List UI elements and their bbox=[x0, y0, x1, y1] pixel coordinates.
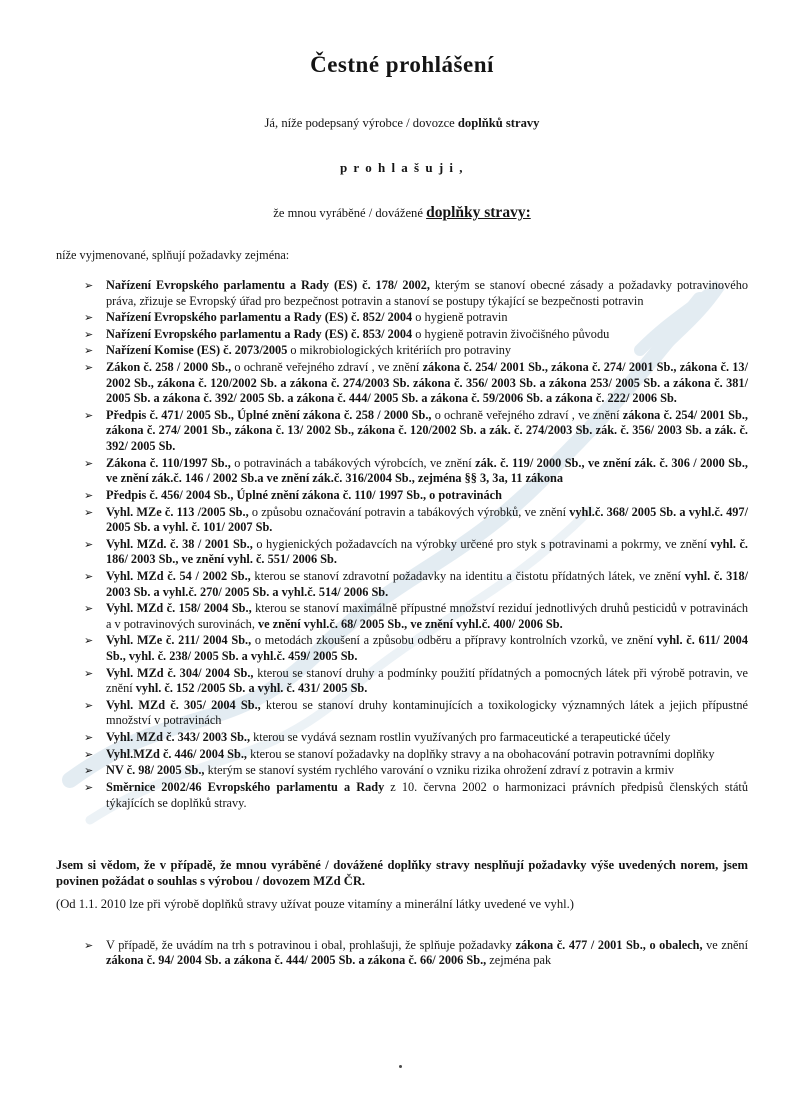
list-item bbox=[56, 505, 748, 536]
list-item bbox=[56, 780, 748, 811]
arrow-bullet-icon: ➢ bbox=[84, 731, 94, 745]
list-item-text: Vyhl. MZe č. 113 /2005 Sb., o způsobu označování potravin a tabákových výrobků, ve znění vyhl.č. 368/ 2005 Sb. a vyhl.č. 497/ 2005 Sb. a vyhl. č. 101/ 2007 Sb. bbox=[106, 504, 748, 535]
document-content bbox=[0, 52, 800, 969]
list-item-text: V případě, že uvádím na trh s potravinou i obal, prohlašuji, že splňuje požadavky zákona č. 477 / 2001 Sb., o obalech, ve znění zákona č. 94/ 2004 Sb. a zákona č. 444/ 2005 Sb. a zákona č. 66/ 2006 Sb., zejména pak bbox=[106, 937, 748, 968]
list-item bbox=[56, 569, 748, 600]
arrow-bullet-icon: ➢ bbox=[84, 311, 94, 325]
intro-line-2-bold-underline: doplňky stravy: bbox=[426, 204, 531, 221]
list-item-text: Vyhl. MZe č. 211/ 2004 Sb., o metodách zkoušení a způsobu odběru a přípravy kontrolních vzorků, ve znění vyhl. č. 611/ 2004 Sb., vyhl. č. 238/ 2005 Sb. a vyhl.č. 459/ 2005 Sb. bbox=[106, 633, 748, 664]
arrow-bullet-icon: ➢ bbox=[84, 361, 94, 375]
list-item-text: Zákona č. 110/1997 Sb., o potravinách a tabákových výrobcích, ve znění zák. č. 119/ 2000 Sb., ve znění zák. č. 306 / 2000 Sb., ve znění zák.č. 146 / 2002 Sb.a ve znění zák.č. 316/2004 Sb., zejména §§ 3, 3a, 11 zákona bbox=[106, 455, 749, 486]
list-item-text: Nařízení Komise (ES) č. 2073/2005 o mikrobiologických kritériích pro potraviny bbox=[106, 343, 512, 358]
arrow-bullet-icon: ➢ bbox=[84, 279, 94, 292]
declaration-line: p r o h l a š u j i , bbox=[339, 160, 465, 175]
list-item-text: Vyhl.MZd č. 446/ 2004 Sb., kterou se stanoví požadavky na doplňky stravy a na obohacování potravin potravními doplňky bbox=[106, 746, 715, 761]
arrow-bullet-icon: ➢ bbox=[84, 764, 94, 778]
arrow-bullet-icon: ➢ bbox=[84, 634, 94, 648]
list-item-text: Nařízení Evropského parlamentu a Rady (ES) č. 178/ 2002, kterým se stanoví obecné zásady a požadavky potravinového práva, zřizuje se Evropský úřad pro bezpečnost potravin a stanoví se postupy týkající se bezpečnosti potravin bbox=[106, 278, 748, 308]
list-item-text: Nařízení Evropského parlamentu a Rady (ES) č. 853/ 2004 o hygieně potravin živočišného původu bbox=[106, 326, 610, 341]
list-item-text: Vyhl. MZd č. 343/ 2003 Sb., kterou se vydává seznam rostlin využívaných pro farmaceutické a terapeutické účely bbox=[106, 730, 671, 745]
list-item bbox=[56, 278, 748, 309]
list-lead-text: níže vyjmenované, splňují požadavky zejména: bbox=[56, 248, 290, 262]
arrow-bullet-icon: ➢ bbox=[84, 698, 94, 712]
list-item-text: Předpis č. 471/ 2005 Sb., Úplné znění zákona č. 258 / 2000 Sb., o ochraně veřejného zdraví , ve znění zákona č. 254/ 2001 Sb., zákona č. 274/ 2001 Sb., zákona č. 13/ 2002 Sb., zákona č. 120/2002 Sb. a zák. č. 274/2003 Sb. zák. č. 356/ 2003 Sb. a zák. č. 392/ 2005 Sb. bbox=[106, 407, 748, 454]
list-item bbox=[56, 666, 748, 697]
list-item-text: Vyhl. MZd č. 54 / 2002 Sb., kterou se stanoví zdravotní požadavky na identitu a čistotu přídatných látek, ve znění vyhl. č. 318/ 2003 Sb. a vyhl.č. 270/ 2005 Sb. a vyhl.č. 514/ 2006 Sb. bbox=[106, 568, 749, 599]
additional-list bbox=[56, 938, 748, 969]
arrow-bullet-icon: ➢ bbox=[84, 327, 94, 341]
intro-line-1-prefix: Já, níže podepsaný výrobce / dovozce bbox=[264, 116, 458, 130]
list-item bbox=[56, 763, 748, 779]
list-item-text: Vyhl. MZd č. 158/ 2004 Sb., kterou se stanoví maximálně přípustné množství reziduí jednotlivých druhů pesticidů v potravinách a v potravinových surovinách, ve znění vyhl.č. 68/ 2005 Sb., ve znění vyhl.č. 400/ 2006 Sb. bbox=[106, 601, 749, 631]
list-item bbox=[56, 747, 748, 763]
list-item-text: Zákon č. 258 / 2000 Sb., o ochraně veřejného zdraví , ve znění zákona č. 254/ 2001 Sb., zákona č. 274/ 2001 Sb., zákona č. 13/ 2002 Sb., zákona č. 120/2002 Sb. a zákona č. 274/2003 Sb. zákona č. 356/ 2003 Sb. a zákona 253/ 2005 Sb. a zákona č. 381/ 2005 Sb. a zákona č. 392/ 2005 Sb. a zákona č. 444/ 2005 Sb. a zákona č. 59/2006 Sb. a zákona č. 222/ 2006 Sb. bbox=[106, 360, 748, 406]
arrow-bullet-icon: ➢ bbox=[84, 488, 94, 502]
arrow-bullet-icon: ➢ bbox=[84, 938, 94, 952]
list-item bbox=[56, 456, 748, 487]
list-item bbox=[56, 601, 748, 632]
list-item bbox=[56, 408, 748, 455]
arrow-bullet-icon: ➢ bbox=[84, 456, 94, 470]
arrow-bullet-icon: ➢ bbox=[84, 505, 94, 519]
scan-artifact-dot bbox=[399, 1065, 402, 1068]
intro-line-2-prefix: že mnou vyráběné / dovážené bbox=[273, 206, 427, 220]
list-item bbox=[56, 360, 748, 407]
list-item bbox=[56, 537, 748, 568]
intro-line-2 bbox=[56, 204, 748, 222]
requirements-list bbox=[56, 278, 748, 811]
arrow-bullet-icon: ➢ bbox=[84, 747, 94, 761]
list-item bbox=[56, 343, 748, 359]
list-item-text: Směrnice 2002/46 Evropského parlamentu a Rady z 10. června 2002 o harmonizaci právních předpisů členských států týkajících se doplňků stravy. bbox=[106, 779, 748, 810]
list-item-text: Vyhl. MZd č. 304/ 2004 Sb., kterou se stanoví druhy a podmínky použití přídatných a pomocných látek při výrobě potravin, ve znění vyhl. č. 152 /2005 Sb. a vyhl. č. 431/ 2005 Sb. bbox=[106, 665, 748, 696]
arrow-bullet-icon: ➢ bbox=[84, 537, 94, 551]
arrow-bullet-icon: ➢ bbox=[84, 569, 94, 583]
arrow-bullet-icon: ➢ bbox=[84, 780, 94, 794]
list-item bbox=[56, 327, 748, 343]
intro-line-1 bbox=[56, 116, 748, 131]
list-item-text: Nařízení Evropského parlamentu a Rady (ES) č. 852/ 2004 o hygieně potravin bbox=[106, 310, 508, 325]
list-item bbox=[56, 310, 748, 326]
list-item-text: Vyhl. MZd č. 305/ 2004 Sb., kterou se stanoví druhy kontaminujících a toxikologicky významných látek a jejich přípustné množství v potravinách bbox=[106, 697, 748, 728]
list-item bbox=[56, 730, 748, 746]
list-item-text: Předpis č. 456/ 2004 Sb., Úplné znění zákona č. 110/ 1997 Sb., o potravinách bbox=[106, 487, 502, 502]
list-item-text: Vyhl. MZd. č. 38 / 2001 Sb., o hygienických požadavcích na výrobky určené pro styk s potravinami a pokrmy, ve znění vyhl. č. 186/ 2003 Sb., ve znění vyhl. č. 551/ 2006 Sb. bbox=[106, 536, 749, 567]
list-item bbox=[56, 938, 748, 969]
arrow-bullet-icon: ➢ bbox=[84, 408, 94, 422]
closing-note: (Od 1.1. 2010 lze při výrobě doplňků stravy užívat pouze vitamíny a minerální látky uvedené ve vyhl.) bbox=[56, 896, 574, 911]
list-item bbox=[56, 698, 748, 729]
list-item-text: NV č. 98/ 2005 Sb., kterým se stanoví systém rychlého varování o vzniku rizika ohrožení zdraví z potravin a krmiv bbox=[106, 763, 675, 778]
arrow-bullet-icon: ➢ bbox=[84, 344, 94, 358]
arrow-bullet-icon: ➢ bbox=[84, 602, 94, 616]
page-title: Čestné prohlášení bbox=[310, 52, 494, 77]
list-item bbox=[56, 488, 748, 504]
arrow-bullet-icon: ➢ bbox=[84, 666, 94, 680]
intro-line-1-bold: doplňků stravy bbox=[457, 116, 540, 130]
list-item bbox=[56, 633, 748, 664]
closing-statement: Jsem si vědom, že v případě, že mnou vyráběné / dovážené doplňky stravy nesplňují požadavky výše uvedených norem, jsem povinen požádat o souhlas s výrobou / dovozem MZd ČR. bbox=[56, 858, 748, 889]
